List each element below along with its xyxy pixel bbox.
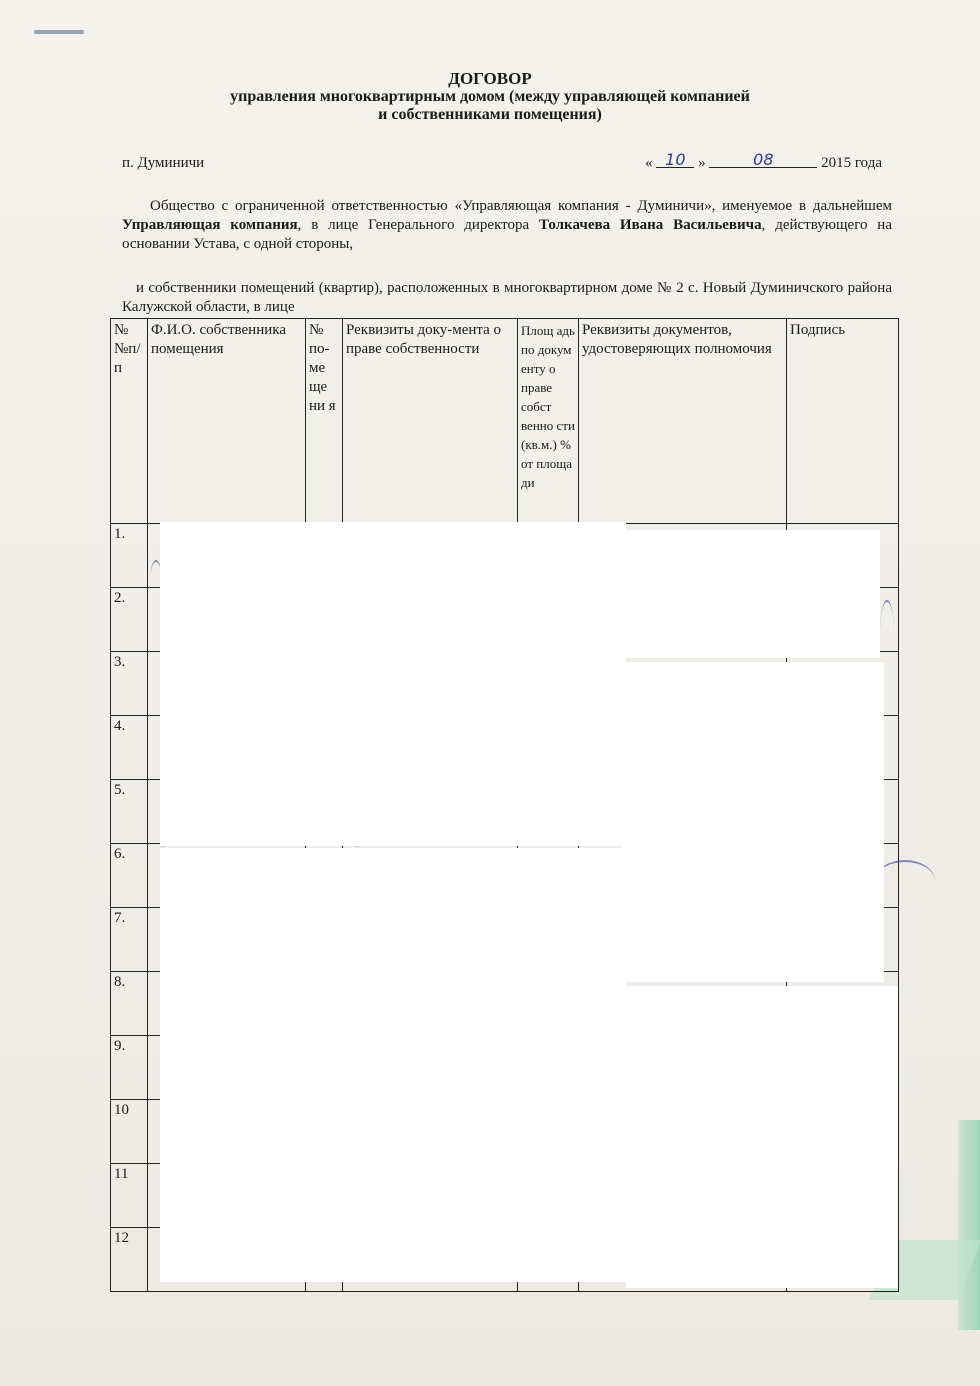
para1-text-b: , в лице Генерального директора: [297, 217, 539, 233]
scan-edge-tint: [958, 1120, 980, 1330]
row-number: 6.: [111, 844, 148, 908]
header-area-share: Площ адь по докум енту о праве собст венно сти (кв.м.) % от площа ди: [518, 319, 579, 524]
row-number: 4.: [111, 716, 148, 780]
date-open-quote: «: [645, 155, 653, 171]
row-number: 12: [111, 1228, 148, 1292]
handwriting-trace: [880, 600, 894, 662]
date-day: 10: [656, 153, 694, 168]
header-premises-number: № по-ме ще ни я: [306, 319, 343, 524]
header-owner-name: Ф.И.О. собственника помещения: [148, 319, 306, 524]
header-row-number: № №п/п: [111, 319, 148, 524]
document-title: ДОГОВОР: [448, 69, 532, 88]
row-number: 3.: [111, 652, 148, 716]
document-title-block: [0, 70, 980, 124]
para1-bold-director: Толкачева Ивана Васильевича: [539, 217, 762, 233]
row-number: 11: [111, 1164, 148, 1228]
para1-text-a: Общество с ограниченной ответственностью «Управляющая компания - Думиничи», именуемое в дальнейшем: [150, 198, 892, 214]
parties-paragraph-2: и собственники помещений (квартир), расположенных в многоквартирном доме № 2 с. Новый Думиничского района Калужской области, в лице: [122, 280, 892, 315]
place-date-line: [122, 150, 882, 175]
row-number: 8.: [111, 972, 148, 1036]
document-subtitle-line2: и собственниками помещения): [378, 106, 602, 123]
handwriting-trace: [875, 860, 935, 902]
date-close-quote: »: [698, 155, 706, 171]
redaction-block: [622, 530, 880, 658]
redaction-block: [160, 522, 626, 846]
contract-date: [645, 150, 882, 172]
header-signature: Подпись: [787, 319, 899, 524]
row-number: 2.: [111, 588, 148, 652]
row-number: 5.: [111, 780, 148, 844]
para1-bold-company: Управляющая компания: [122, 217, 298, 233]
date-year: 2015 года: [821, 155, 882, 171]
date-month: 08: [709, 153, 817, 168]
header-authority-documents: Реквизиты документов, удостоверяющих полномочия: [579, 319, 787, 524]
redaction-block: [160, 848, 626, 1282]
document-subtitle-line1: управления многоквартирным домом (между управляющей компанией: [230, 88, 750, 105]
redaction-block: [626, 986, 898, 1288]
row-number: 9.: [111, 1036, 148, 1100]
row-number: 10: [111, 1100, 148, 1164]
place-name: п. Думиничи: [122, 155, 205, 171]
staple-mark: [34, 30, 84, 34]
row-number: 7.: [111, 908, 148, 972]
para1-text-c: , действующего на основании Устава, с одной стороны,: [122, 217, 892, 252]
parties-paragraph-1: [122, 197, 892, 254]
row-number: 1.: [111, 524, 148, 588]
redaction-block: [622, 662, 884, 982]
header-ownership-document: Реквизиты доку-мента о праве собственности: [343, 319, 518, 524]
